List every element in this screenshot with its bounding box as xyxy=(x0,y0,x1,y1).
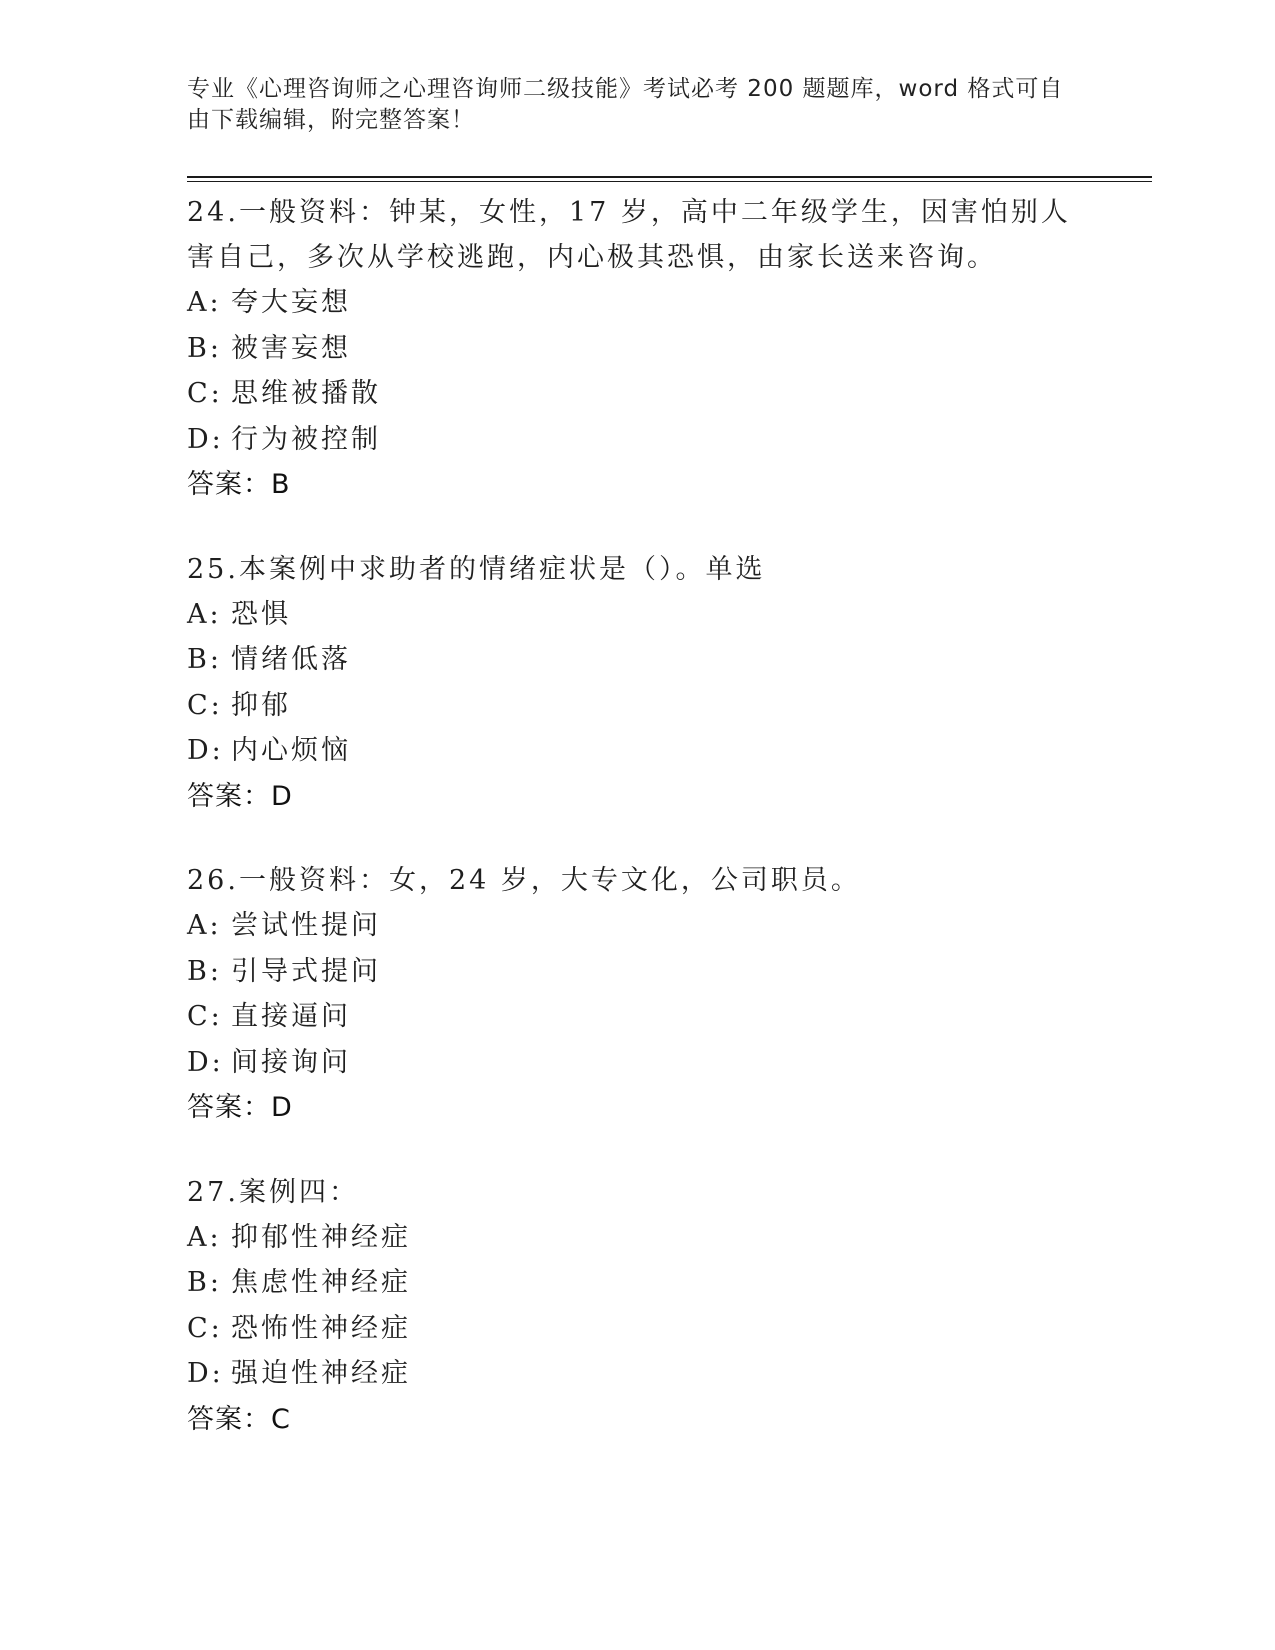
option-d xyxy=(187,728,1087,774)
option-a xyxy=(187,592,1087,638)
option-key: C: xyxy=(187,378,223,409)
option-key: C: xyxy=(187,1001,223,1032)
option-text: 尝试性提问 xyxy=(231,910,381,941)
question-stem: 24.一般资料：钟某，女性，17 岁，高中二年级学生，因害怕别人害自己，多次从学校逃跑，内心极其恐惧，由家长送来咨询。 xyxy=(187,197,1071,273)
option-b xyxy=(187,949,1087,995)
option-key: B: xyxy=(187,955,222,987)
option-text: 焦虑性神经症 xyxy=(231,1267,411,1298)
question-25 xyxy=(187,547,1087,820)
option-c xyxy=(187,1306,1087,1352)
option-text: 思维被播散 xyxy=(231,378,381,409)
answer-line: 答案：B xyxy=(187,469,291,500)
option-key: B: xyxy=(187,332,222,364)
question-stem: 25.本案例中求助者的情绪症状是（）。单选 xyxy=(187,553,766,585)
header-divider-thin xyxy=(187,181,1152,182)
document-intro: 专业《心理咨询师之心理咨询师二级技能》考试必考 200 题题库，word 格式可自由下载编辑，附完整答案！ xyxy=(187,76,1064,133)
option-key: B: xyxy=(187,1267,222,1298)
option-text: 引导式提问 xyxy=(231,955,381,987)
option-key: D: xyxy=(187,735,224,766)
question-24 xyxy=(187,190,1087,508)
answer-line: 答案：D xyxy=(187,780,293,812)
option-c xyxy=(187,994,1087,1040)
option-text: 内心烦恼 xyxy=(231,735,351,766)
option-key: A: xyxy=(187,1221,222,1253)
option-text: 抑郁 xyxy=(231,689,291,721)
option-key: A: xyxy=(187,598,222,630)
option-text: 直接逼问 xyxy=(231,1001,351,1032)
question-26 xyxy=(187,858,1087,1131)
question-list xyxy=(187,190,1087,1481)
option-text: 夸大妄想 xyxy=(231,287,351,318)
option-key: A: xyxy=(187,287,222,318)
option-key: D: xyxy=(187,423,224,455)
option-text: 间接询问 xyxy=(231,1046,351,1078)
option-text: 抑郁性神经症 xyxy=(231,1221,411,1253)
option-text: 恐惧 xyxy=(231,598,291,630)
option-key: D: xyxy=(187,1046,224,1078)
option-a xyxy=(187,903,1087,949)
option-b xyxy=(187,637,1087,683)
option-a xyxy=(187,280,1087,326)
answer-line: 答案：D xyxy=(187,1092,293,1123)
option-c xyxy=(187,371,1087,417)
option-b xyxy=(187,326,1087,372)
option-d xyxy=(187,1040,1087,1086)
option-b xyxy=(187,1260,1087,1306)
question-27 xyxy=(187,1170,1087,1443)
option-key: A: xyxy=(187,910,222,941)
question-stem: 27.案例四： xyxy=(187,1176,359,1208)
option-text: 情绪低落 xyxy=(231,644,351,675)
option-d xyxy=(187,1351,1087,1397)
option-text: 恐怖性神经症 xyxy=(231,1312,411,1344)
header-divider-thick xyxy=(187,176,1152,178)
option-key: D: xyxy=(187,1358,224,1389)
option-key: C: xyxy=(187,689,223,721)
option-a xyxy=(187,1215,1087,1261)
option-text: 强迫性神经症 xyxy=(231,1358,411,1389)
option-c xyxy=(187,683,1087,729)
answer-line: 答案：C xyxy=(187,1403,291,1435)
option-text: 行为被控制 xyxy=(231,423,381,455)
option-key: C: xyxy=(187,1312,223,1344)
option-key: B: xyxy=(187,644,222,675)
option-text: 被害妄想 xyxy=(231,332,351,364)
option-d xyxy=(187,417,1087,463)
question-stem: 26.一般资料：女，24 岁，大专文化，公司职员。 xyxy=(187,865,861,896)
